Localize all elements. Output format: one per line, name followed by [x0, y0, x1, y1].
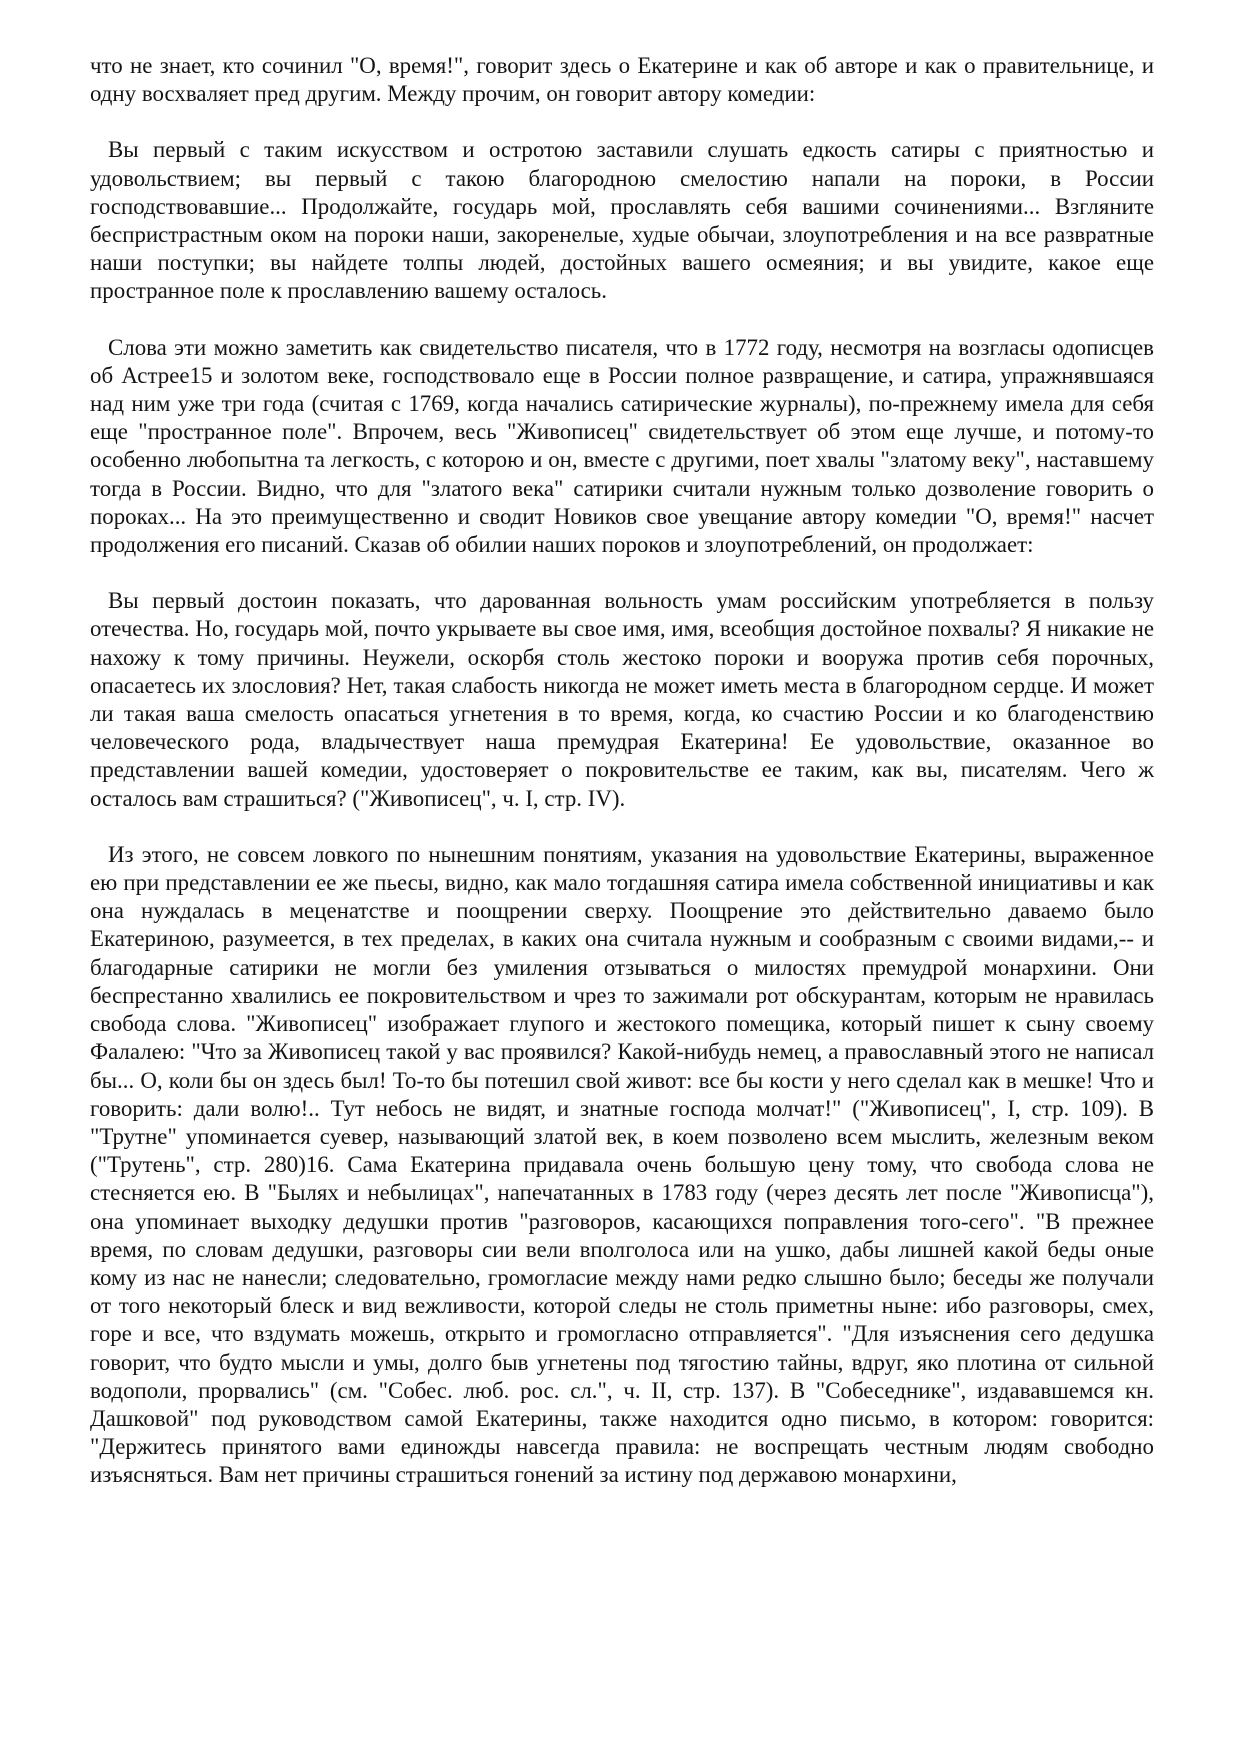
- paragraph-analysis: Из этого, не совсем ловкого по нынешним понятиям, указания на удовольствие Екатерины, выраженное ею при представлении ее же пьесы, видно, как мало тогдашняя сатира имела собственной инициативы и как она нуждалась в меценатстве и поощрении сверху. Поощрение это действительно даваемо было Екатериною, разумеется, в тех пределах, в каких она считала нужным и сообразным с своими видами,-- и благодарные сатирики не могли без умиления отзываться о милостях премудрой монархини. Они беспрестанно хвалились ее покровительством и чрез то зажимали рот обскурантам, которым не нравилась свобода слова. "Живописец" изображает глупого и жестокого помещика, который пишет к сыну своему Фалалею: "Что за Живописец такой у вас проявился? Какой-нибудь немец, а православный этого не написал бы... О, коли бы он здесь был! То-то бы потешил свой живот: все бы кости у него сделал как в мешке! Что и говорить: дали волю!.. Тут небось не видят, и знатные господа молчат!" ("Живописец", I, стр. 109). В "Трутне" упоминается суевер, называющий златой век, в коем позволено всем мыслить, железным веком ("Трутень", стр. 280)16. Сама Екатерина придавала очень большую цену тому, что свобода слова не стесняется ею. В "Былях и небылицах", напечатанных в 1783 году (через десять лет после "Живописца"), она упоминает выходку дедушки против "разговоров, касающихся поправления того-сего". "В прежнее время, по словам дедушки, разговоры сии вели вполголоса или на ушко, дабы лишней какой беды оные кому из нас не нанесли; следовательно, громогласие между нами редко слышно было; беседы же получали от того некоторый блеск и вид вежливости, которой следы не столь приметны ныне: ибо разговоры, смех, горе и все, что вздумать можешь, открыто и громогласно отправляется". "Для изъяснения сего дедушка говорит, что будто мысли и умы, долго быв угнетены под тягостию тайны, вдруг, яко плотина от сильной водополи, прорвались" (см. "Собес. люб. рос. сл.", ч. II, стр. 137). В "Собеседнике", издававшемся кн. Дашковой" под руководством самой Екатерины, также находится одно письмо, в котором: говорится: "Держитесь принятого вами единожды навсегда правила: не воспрещать честным людям свободно изъясняться. Вам нет причины страшиться гонений за истину под державою монархини,: [90, 841, 1154, 1488]
- document-body: [90, 52, 1154, 1490]
- paragraph-continuation: что не знает, кто сочинил "О, время!", говорит здесь о Екатерине и как об авторе и как о правительнице, и одну восхваляет пред другим. Между прочим, он говорит автору комедии:: [90, 53, 1154, 107]
- paragraph-quote-second: Вы первый достоин показать, что дарованная вольность умам российским употребляется в пользу отечества. Но, государь мой, почто укрываете вы свое имя, имя, всеобщия достойное похвалы? Я никакие не нахожу к тому причины. Неужели, оскорбя столь жестоко пороки и вооружа против себя порочных, опасаетесь их злословия? Нет, такая слабость никогда не может иметь места в благородном сердце. И может ли такая ваша смелость опасаться угнетения в то время, когда, ко счастию России и ко благоденствию человеческого рода, владычествует наша премудрая Екатерина! Ее удовольствие, оказанное во представлении вашей комедии, удостоверяет о покровительстве ее таким, как вы, писателям. Чего ж осталось вам страшиться? ("Живописец", ч. I, стр. IV).: [90, 588, 1154, 811]
- paragraph-quote-first: Вы первый с таким искусством и остротою заставили слушать едкость сатиры с приятностью и удовольствием; вы первый с такою благородною смелостию напали на пороки, в России господствовавшие... Продолжайте, государь мой, прославлять себя вашими сочинениями... Взгляните беспристрастным оком на пороки наши, закоренелые, худые обычаи, злоупотребления и на все развратные наши поступки; вы найдете толпы людей, достойных вашего осмеяния; и вы увидите, какое еще пространное поле к прославлению вашему осталось.: [90, 137, 1154, 304]
- paragraph-commentary: Слова эти можно заметить как свидетельство писателя, что в 1772 году, несмотря на возгласы одописцев об Астрее15 и золотом веке, господствовало еще в России полное развращение, и сатира, упражнявшаяся над ним уже три года (считая с 1769, когда начались сатирические журналы), по-прежнему имела для себя еще "пространное поле". Впрочем, весь "Живописец" свидетельствует об этом еще лучше, и потому-то особенно любопытна та легкость, с которою и он, вместе с другими, поет хвалы "златому веку", наставшему тогда в России. Видно, что для "златого века" сатирики считали нужным только дозволение говорить о пороках... На это преимущественно и сводит Новиков свое увещание автору комедии "О, время!" насчет продолжения его писаний. Сказав об обилии наших пороков и злоупотреблений, он продолжает:: [90, 334, 1154, 558]
